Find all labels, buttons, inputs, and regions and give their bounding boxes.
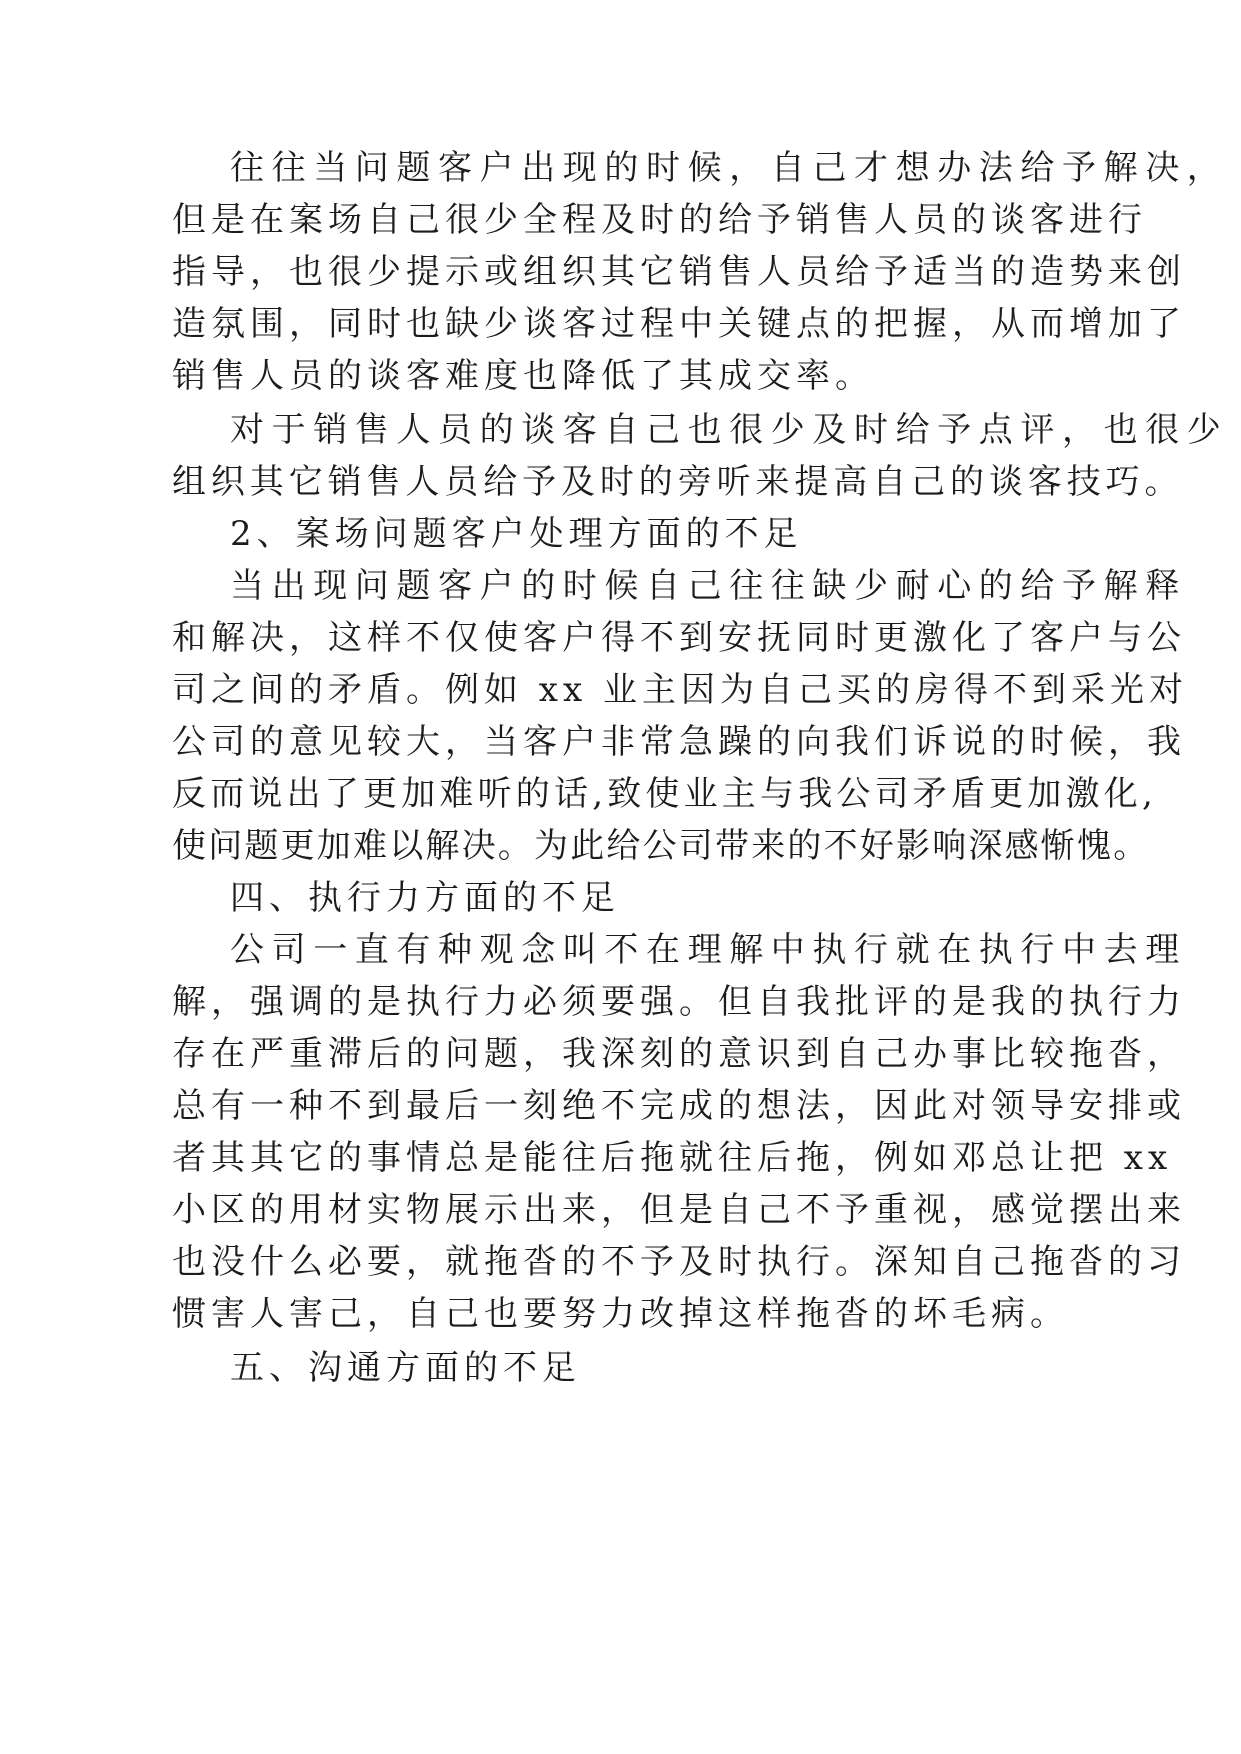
text-line: 者其其它的事情总是能往后拖就往后拖，例如邓总让把 xx xyxy=(172,1138,1173,1178)
section-heading: 2、案场问题客户处理方面的不足 xyxy=(230,514,803,554)
text-line: 往往当问题客户出现的时候，自己才想办法给予解决， xyxy=(230,148,1229,188)
text-line: 但是在案场自己很少全程及时的给予销售人员的谈客进行 xyxy=(172,200,1147,240)
text-line: 存在严重滞后的问题，我深刻的意识到自己办事比较拖沓， xyxy=(172,1034,1186,1074)
text-line: 使问题更加难以解决。为此给公司带来的不好影响深感惭愧。 xyxy=(172,826,1150,866)
text-line: 造氛围，同时也缺少谈客过程中关键点的把握，从而增加了 xyxy=(172,304,1186,344)
text-line: 反而说出了更加难听的话,致使业主与我公司矛盾更加激化, xyxy=(172,774,1158,814)
text-line: 惯害人害己，自己也要努力改掉这样拖沓的坏毛病。 xyxy=(172,1294,1069,1334)
text-line: 指导，也很少提示或组织其它销售人员给予适当的造势来创 xyxy=(172,252,1186,292)
text-line: 解，强调的是执行力必须要强。但自我批评的是我的执行力 xyxy=(172,982,1186,1022)
text-line: 也没什么必要，就拖沓的不予及时执行。深知自己拖沓的习 xyxy=(172,1242,1186,1282)
text-line: 当出现问题客户的时候自己往往缺少耐心的给予解释 xyxy=(230,566,1187,606)
text-line: 司之间的矛盾。例如 xx 业主因为自己买的房得不到采光对 xyxy=(172,670,1188,710)
text-line: 对于销售人员的谈客自己也很少及时给予点评，也很少 xyxy=(230,410,1229,450)
text-line: 小区的用材实物展示出来，但是自己不予重视，感觉摆出来 xyxy=(172,1190,1186,1230)
section-heading: 五、沟通方面的不足 xyxy=(230,1348,581,1388)
section-heading: 四、执行力方面的不足 xyxy=(230,878,620,918)
text-line: 组织其它销售人员给予及时的旁听来提高自己的谈客技巧。 xyxy=(172,462,1184,502)
text-line: 公司一直有种观念叫不在理解中执行就在执行中去理 xyxy=(230,930,1187,970)
text-line: 销售人员的谈客难度也降低了其成交率。 xyxy=(172,356,874,396)
text-line: 总有一种不到最后一刻绝不完成的想法，因此对领导安排或 xyxy=(172,1086,1186,1126)
text-line: 公司的意见较大，当客户非常急躁的向我们诉说的时候，我 xyxy=(172,722,1186,762)
text-line: 和解决，这样不仅使客户得不到安抚同时更激化了客户与公 xyxy=(172,618,1186,658)
